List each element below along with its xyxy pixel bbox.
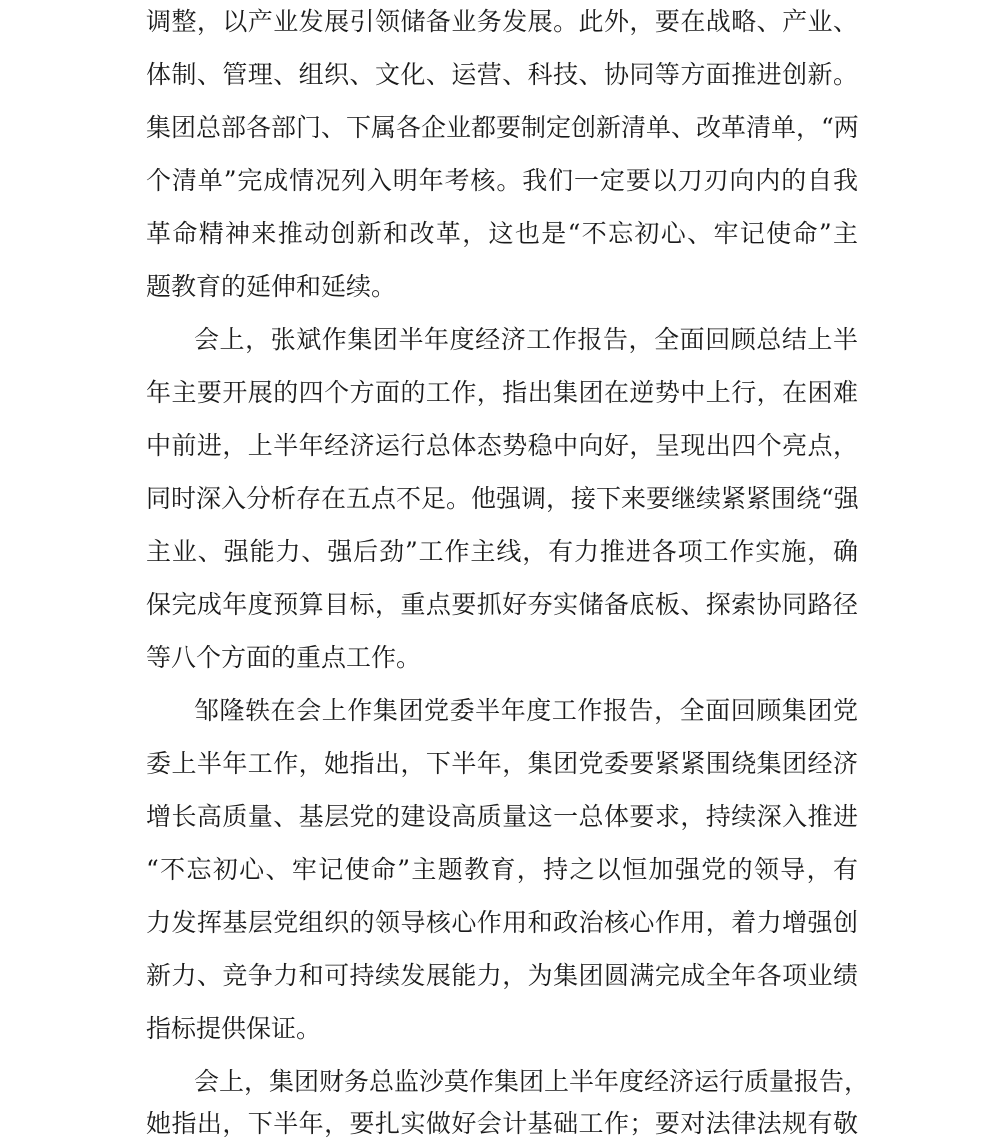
paragraph-line: 主业、强能力、强后劲”工作主线，有力推进各项工作实施，确 — [146, 537, 858, 566]
paragraph-line: 个清单”完成情况列入明年考核。我们一定要以刀刃向内的自我 — [146, 166, 858, 195]
paragraph-line: 增长高质量、基层党的建设高质量这一总体要求，持续深入推进 — [146, 802, 858, 831]
paragraph-line: 同时深入分析存在五点不足。他强调，接下来要继续紧紧围绕“强 — [146, 484, 859, 513]
paragraph-first-line: 会上，集团财务总监沙莫作集团上半年度经济运行质量报告， — [194, 1067, 870, 1096]
paragraph-line: 委上半年工作，她指出，下半年，集团党委要紧紧围绕集团经济 — [146, 749, 858, 778]
paragraph-line: 集团总部各部门、下属各企业都要制定创新清单、改革清单，“两 — [146, 113, 859, 142]
paragraph-line: 中前进，上半年经济运行总体态势稳中向好，呈现出四个亮点， — [146, 431, 858, 460]
paragraph-line: 力发挥基层党组织的领导核心作用和政治核心作用，着力增强创 — [146, 908, 858, 937]
paragraph-line: 革命精神来推动创新和改革，这也是“不忘初心、牢记使命”主 — [146, 219, 858, 248]
paragraph-first-line: 邹隆轶在会上作集团党委半年度工作报告，全面回顾集团党 — [194, 696, 858, 725]
paragraph-line: 保完成年度预算目标，重点要抓好夯实储备底板、探索协同路径 — [146, 590, 858, 619]
paragraph-line: 指标提供保证。 — [146, 1014, 322, 1043]
paragraph-line: 她指出，下半年，要扎实做好会计基础工作；要对法律法规有敬 — [146, 1109, 858, 1138]
paragraph-line: 等八个方面的重点工作。 — [146, 643, 422, 672]
paragraph-first-line: 会上，张斌作集团半年度经济工作报告，全面回顾总结上半 — [194, 325, 858, 354]
paragraph-line: 年主要开展的四个方面的工作，指出集团在逆势中上行，在困难 — [146, 378, 858, 407]
paragraph-line: 题教育的延伸和延续。 — [146, 272, 397, 301]
paragraph-line: 体制、管理、组织、文化、运营、科技、协同等方面推进创新。 — [146, 60, 858, 89]
paragraph-line: 新力、竞争力和可持续发展能力，为集团圆满完成全年各项业绩 — [146, 961, 858, 990]
paragraph-line: “不忘初心、牢记使命”主题教育，持之以恒加强党的领导，有 — [146, 855, 858, 884]
paragraph-line: 调整，以产业发展引领储备业务发展。此外，要在战略、产业、 — [146, 7, 858, 36]
